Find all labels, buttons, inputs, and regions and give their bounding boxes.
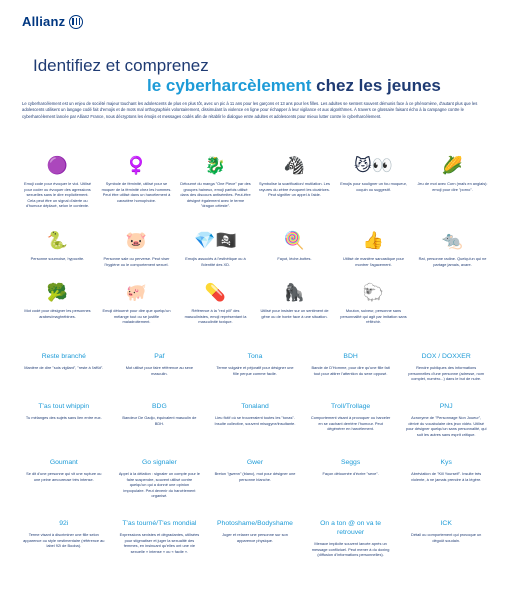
glossary-term — [116, 458, 204, 499]
gem-flag-icon: 💎🏴‍☠️ — [194, 231, 237, 251]
term-description: Se dit d'une personne qui vit une rupture ou une peine amoureuse très intense. — [26, 471, 102, 482]
emoji-description: Symbole de féminité, utilisé pour se moquer de la féminité chez les hommes. Peut être utilisé dans un harcèlement à caractère homophobe. — [101, 181, 172, 203]
term-description: Expressions sexistes et dégradantes, utilisées pour stigmatiser et juger la sexualité des femmes, en insinuant qu'elles ont une vie sexuelle « intense » ou « facile ». — [119, 532, 200, 554]
emoji-entry — [257, 155, 332, 209]
term-title: DOX / DOXXER — [421, 353, 471, 360]
glossary-term — [116, 519, 204, 558]
glossary-term — [116, 402, 204, 437]
emoji-entry — [178, 230, 253, 267]
glossary-term — [20, 458, 108, 499]
broccoli-icon: 🥦 — [46, 283, 69, 303]
emoji-grid-row-3 — [20, 282, 490, 325]
emoji-entry — [99, 282, 174, 325]
emoji-description: Symbolise la scarification/ mutilation. Les rayures du zèbre évoquent les cicatrices. Peut signifier un appel à l'aide. — [259, 181, 330, 197]
intro-paragraph: Le cyberharcèlement est un enjeu de société majeur touchant les adolescents de plus en plus tôt, avec un pic à 11 ans pour les garçons et 13 ans pour les filles. Les adultes se sentent souvent démunis face à ce phénomène, d'autant plus que les adolescents utilisent un langage codé fait d'emojis et de mots mal orthographiés volontairement, dissimulant la violence en ligne pour échapper à leur vigilance et aux algorithmes. À travers ce glossaire faisant écho à la campagne contre le cyberharcèlement lancée par Allianz France, nous décryptons les émojis et messages codés afin de rétablir le dialogue entre adultes et adolescents pour mieux lutter contre le cyberharcèlement. — [22, 101, 478, 119]
glossary-term — [307, 402, 395, 437]
emoji-entry — [99, 155, 174, 209]
page-title-line2 — [147, 76, 441, 96]
term-description: Manière de dire "sois vigilant", "reste à l'affût". — [24, 365, 104, 370]
term-description: Tu mélanges des sujets sans lien entre eux. — [25, 415, 102, 420]
term-description: Terme visant à discriminer une fille selon apparence ou style vestimentaire (référence au label 92i de Booba). — [23, 532, 105, 548]
term-description: Juger et relaxer une personne sur son apparence physique. — [222, 532, 288, 543]
glossary-term — [211, 352, 299, 382]
term-title: BDH — [343, 353, 358, 360]
emoji-grid-row-1 — [20, 155, 490, 209]
sheep-icon: 🐑 — [362, 283, 385, 303]
term-description: Acronyme de "Personnage Non Joueur", dérivé du vocabulaire des jeux vidéo. Utilisé pour désigner quelqu'un sans personnalité, qui suit les autres sans esprit critique. — [405, 415, 487, 437]
glossary-term — [211, 402, 299, 437]
term-description: Lieu fictif où se trouveraient toutes les "tonas". Insulte collective, souvent misogyne/insultante. — [214, 415, 296, 426]
emoji-entry — [20, 282, 95, 325]
emoji-description: Personne sale ou perverse. Peut viser l'hygiène ou le comportement sexuel. — [103, 256, 170, 267]
emoji-entry — [336, 230, 411, 267]
glossary-term — [307, 458, 395, 499]
glossary-term — [402, 458, 490, 499]
title-rest: chez les jeunes — [311, 76, 441, 95]
terms-row-4 — [20, 519, 490, 558]
terms-row-2 — [20, 402, 490, 437]
lollipop-icon: 🍭 — [283, 231, 306, 251]
emoji-description: Emoji code pour évoquer le viol. Utilisé pour coder ou évoquer des agressions sexuelles sans le dire explicitement. Cela peut être un signal d'alerte ou d'humour déplacé, selon le contexte. — [23, 181, 92, 208]
pig-icon: 🐷 — [125, 231, 148, 251]
emoji-description: Emojis associés à l'esthétique ou à l'identité des XD. — [185, 256, 246, 267]
emoji-entry — [257, 282, 332, 325]
emoji-description: Rat, personne radine. Quelqu'un qui ne partage jamais, avare. — [418, 256, 487, 267]
emoji-entry — [257, 230, 332, 267]
emoji-description: Mouton, suiveur, personne sans personnalité qui agit par imitation sans réfléchir. — [340, 308, 407, 324]
emoji-grid-row-2 — [20, 230, 490, 267]
term-title: Kys — [440, 459, 452, 466]
zebra-icon: 🦓 — [283, 156, 306, 176]
corn-icon: 🌽 — [441, 156, 464, 176]
allianz-eagle-icon — [69, 15, 83, 29]
emoji-description: Jeu de mot avec Corn (maïs en anglais): emoji pour dire "porno". — [417, 181, 488, 192]
rat-icon: 🐀 — [441, 231, 464, 251]
term-title: 92i — [59, 520, 69, 527]
emoji-description: Utilisé pour insister sur un sentiment de gêne ou de honte face à une situation. — [260, 308, 329, 319]
purple-circle-icon: 🟣 — [46, 156, 69, 176]
female-sign-icon: ♀️ — [125, 156, 148, 176]
snake-icon: 🐍 — [46, 231, 69, 251]
emoji-entry — [336, 155, 411, 209]
term-description: Façon détournée d'écrire "sexe". — [322, 471, 379, 476]
glossary-term — [307, 352, 395, 382]
term-description: Comportement visant à provoquer ou harceler en se cachant derrière l'humour. Peut dégénérer en harcèlement. — [310, 415, 391, 431]
emoji-description: Emojis pour souligner un fou moqueur, coquin ou suggestif. — [340, 181, 407, 192]
page-title-line1: Identifiez et comprenez — [33, 56, 209, 75]
term-description: Bande de D'Homme, pour dire qu'une fille fait tout pour attirer l'attention du sexe opposé. — [311, 365, 390, 376]
emoji-description: Référence à la "red pill" des masculinistes, emoji représentant la masculinité toxique. — [184, 308, 247, 324]
term-title: T'as tout whippin — [38, 403, 90, 410]
emoji-entry — [336, 282, 411, 325]
term-description: Breton "gwenn" (blanc), mot pour désigner une personne blanche. — [214, 471, 296, 482]
term-description: Rendre publiques des informations personnelles d'une personne (adresse, nom complet, numéro...) dans le but de nuire. — [408, 365, 485, 381]
emoji-entry — [415, 230, 490, 267]
emoji-entry — [415, 155, 490, 209]
term-title: Goumant — [49, 459, 78, 466]
terms-row-1 — [20, 352, 490, 382]
term-title: Tonaland — [241, 403, 269, 410]
glossary-term — [402, 402, 490, 437]
emoji-description: Fayot, lèche-bottes. — [277, 256, 312, 261]
term-description: Bandeur De Gadjo, équivalent masculin de BDH. — [122, 415, 197, 426]
thumbs-up-icon: 👍 — [362, 231, 385, 251]
glossary-term — [402, 352, 490, 382]
glossary-term — [20, 519, 108, 558]
emoji-entry — [20, 155, 95, 209]
glossary-term — [211, 458, 299, 499]
term-title: T'as tourné/T'es mondial — [122, 520, 197, 527]
term-description: Appel à la délation : signaler un compte pour le faire suspendre, souvent utilisé contre quelqu'un qui a donné une opinion impopulaire. Peut devenir du harcèlement organisé. — [118, 471, 200, 498]
glossary-term — [20, 352, 108, 382]
term-description: Menace implicite souvent lancée après un message conflictuel. Peut mener à du doxing (diffusion d'informations personnelles). — [311, 541, 390, 557]
emoji-entry — [178, 282, 253, 325]
glossary-term — [402, 519, 490, 558]
glossary-term — [116, 352, 204, 382]
emoji-description: Personne sournoise, hypocrite. — [30, 256, 85, 261]
term-title: Reste branché — [41, 353, 86, 360]
glossary-term — [211, 519, 299, 558]
pig-face-icon: 🐖 — [125, 283, 148, 303]
term-title: BDG — [152, 403, 167, 410]
glossary-term — [20, 402, 108, 437]
emoji-description: Mot codé pour désigner les personnes arabes/maghrébines. — [24, 308, 91, 319]
emoji-entry — [178, 155, 253, 209]
emoji-description: Emoji détourné pour dire que quelqu'un mélange tout ou se justifie maladroitement. — [102, 308, 171, 324]
gorilla-icon: 🦍 — [283, 283, 306, 303]
emoji-description: Détourné du manga "One Piece" par des groupes haineux, emoji parfois utilisé dans des discours antisémites. Peut-être désigné également avec le terme "dragon céleste". — [180, 181, 251, 208]
term-description: Mot utilisé pour faire référence au sexe masculin. — [125, 365, 194, 376]
dragon-icon: 🐉 — [204, 156, 227, 176]
brand-name: Allianz — [22, 14, 66, 29]
term-description: Terme vulgaire et péjoratif pour désigner une fille perçue comme facile. — [216, 365, 294, 376]
glossary-term — [307, 519, 395, 558]
term-title: ICK — [440, 520, 452, 527]
emoji-entry — [20, 230, 95, 267]
terms-row-3 — [20, 458, 490, 499]
term-description: Abréviation de "Kill Yourself". Insulte très violente, à ne jamais prendre à la légère. — [411, 471, 482, 482]
term-title: On a ton @ on va te retrouver — [320, 520, 382, 536]
term-description: Détail ou comportement qui provoque un dégoût soudain. — [411, 532, 482, 543]
title-highlight: le cyberharcèlement — [147, 76, 312, 95]
term-title: Paf — [154, 353, 165, 360]
cat-eyes-icon: 😼👀 — [354, 156, 393, 176]
term-title: Photoshame/Bodyshame — [217, 520, 293, 527]
emoji-entry — [99, 230, 174, 267]
term-title: Go signaler — [142, 459, 177, 466]
allianz-logo — [22, 14, 83, 29]
term-title: Gwer — [246, 459, 264, 466]
pill-icon: 💊 — [204, 283, 227, 303]
term-title: PNJ — [439, 403, 453, 410]
emoji-description: Utilisé de manière sarcastique pour montrer l'agacement. — [343, 256, 404, 267]
term-title: Tona — [247, 353, 263, 360]
term-title: Seggs — [340, 459, 361, 466]
term-title: Troll/Trollage — [331, 403, 371, 410]
